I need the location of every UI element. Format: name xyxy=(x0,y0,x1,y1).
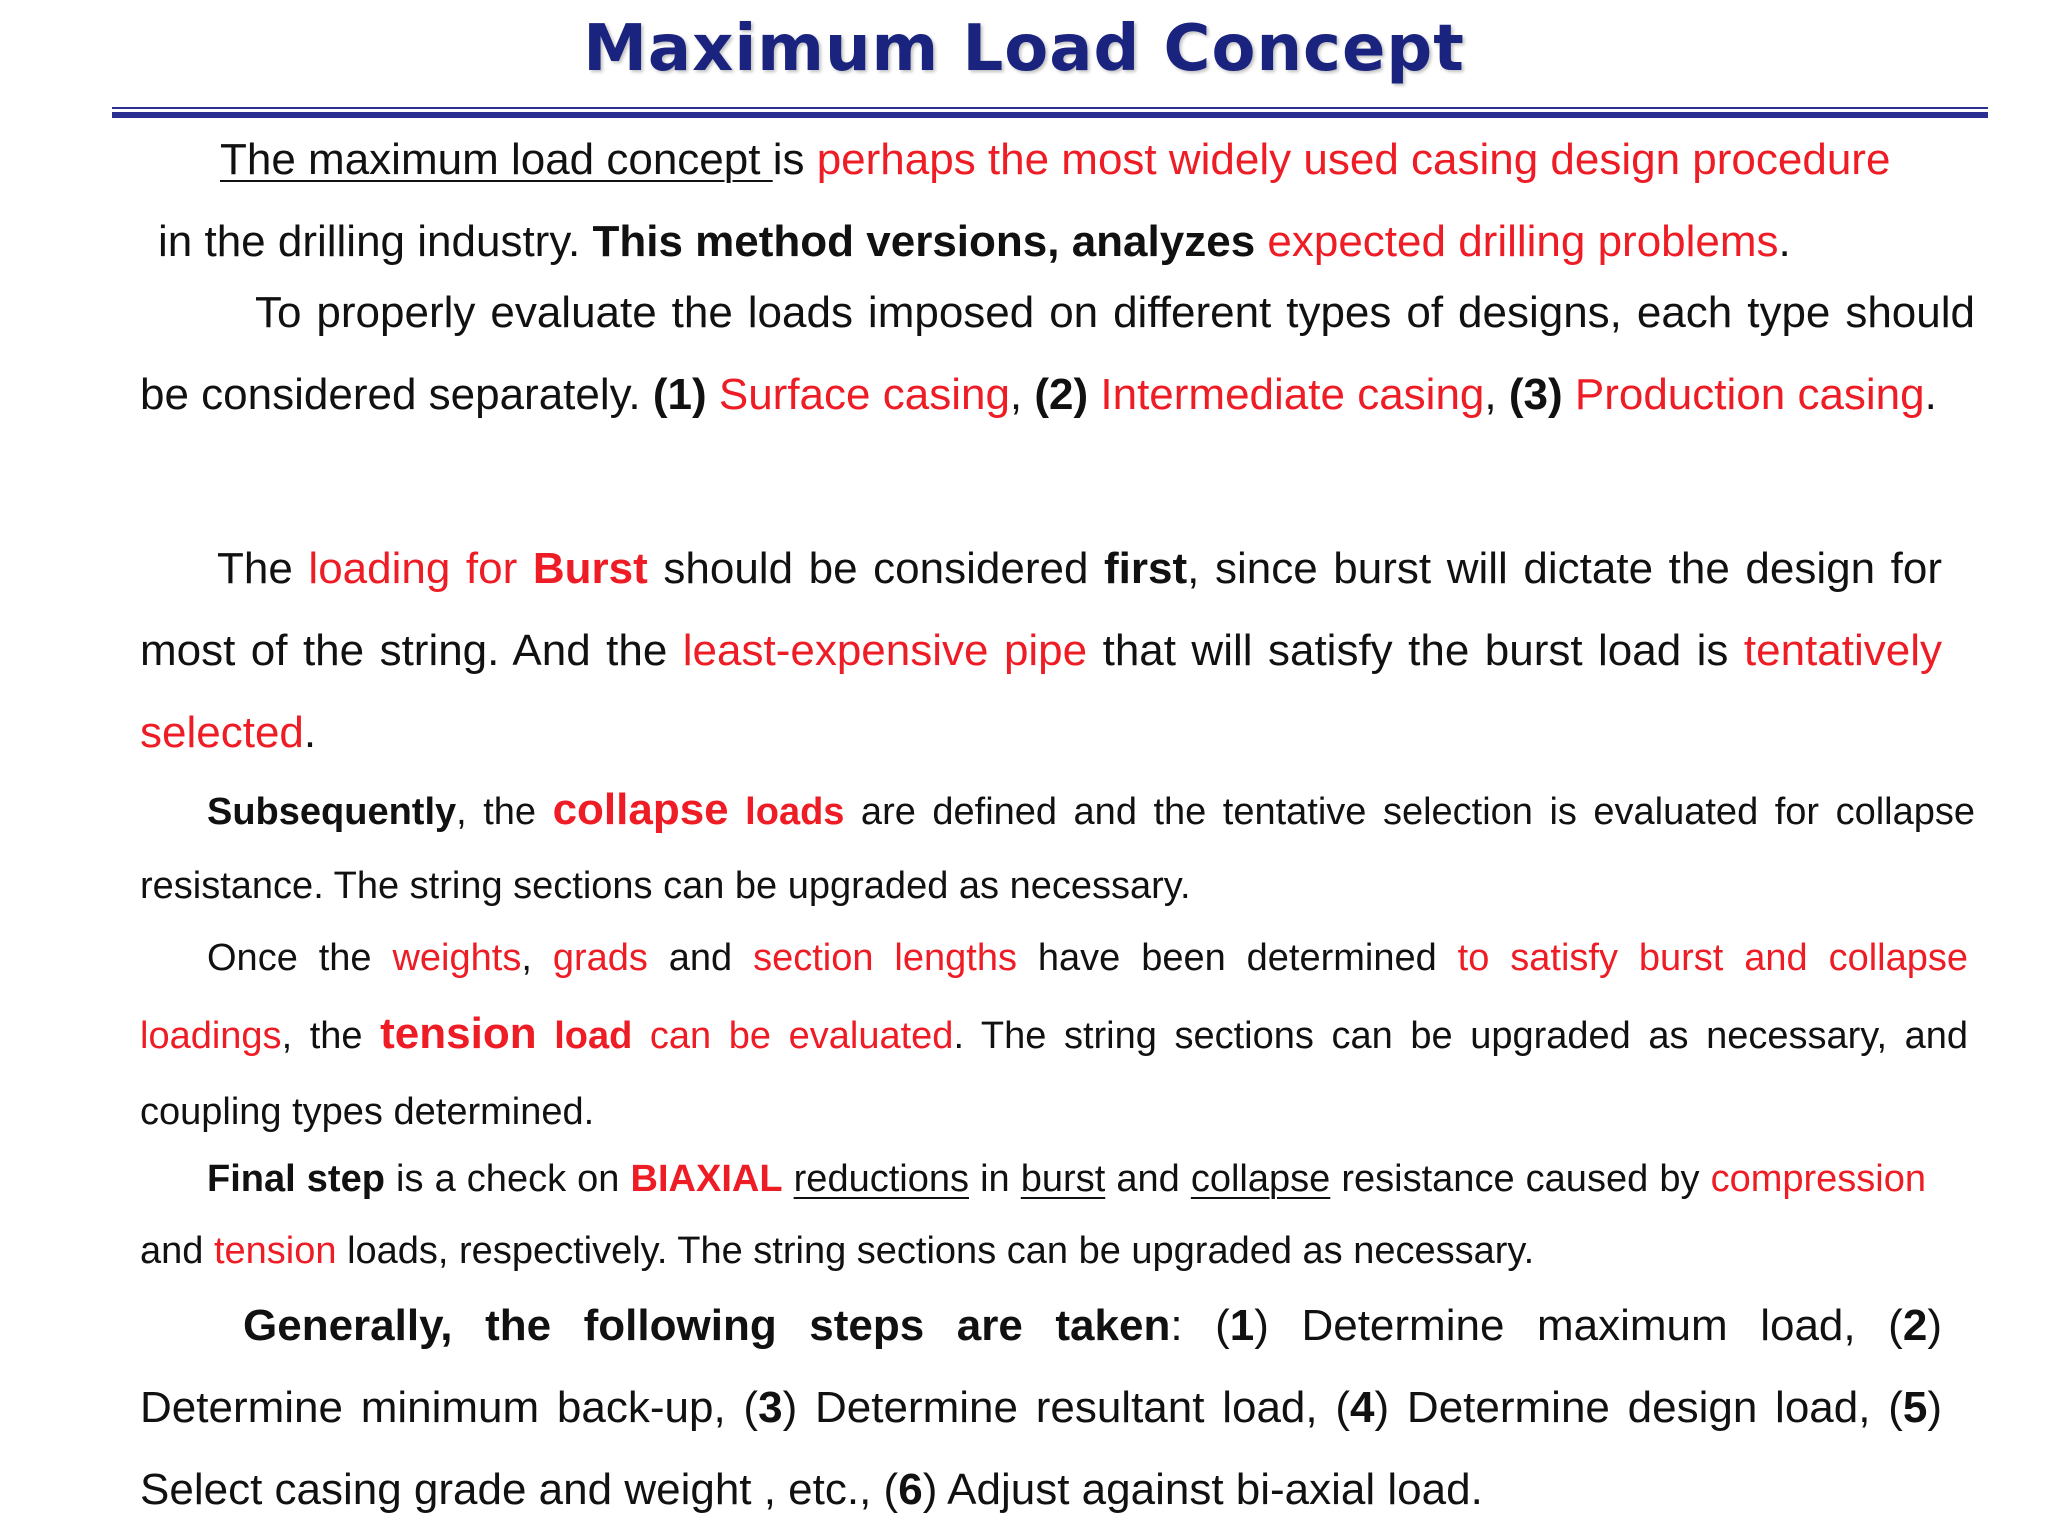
paragraph-biaxial: Final step is a check on BIAXIAL reductions in burst and collapse resistance caused by compression and tension loads, respectively. The string sections can be upgraded as necessary. xyxy=(140,1158,1926,1272)
title-rule-thin xyxy=(112,107,1988,109)
paragraph-intro: The maximum load concept is perhaps the most widely used casing design procedure in the drilling industry. This method versions, analyzes expected drilling problems. xyxy=(158,135,1891,266)
slide-title: Maximum Load Concept xyxy=(583,12,1465,86)
paragraph-steps: Generally, the following steps are taken: (1) Determine maximum load, (2) Determine minimum back-up, (3) Determine resultant load, (4) Determine design load, (5) Select casing grade and weight , etc., (6) Adjust against bi-axial load. xyxy=(140,1301,1943,1514)
paragraph-collapse: Subsequently, the collapse loads are defined and the tentative selection is evaluated for collapse resistance. The string sections can be upgraded as necessary. xyxy=(140,785,1975,907)
paragraph-burst: The loading for Burst should be considered first, since burst will dictate the design for most of the string. And the least-expensive pipe that will satisfy the burst load is tentatively selected. xyxy=(140,544,1943,757)
title-rule-thick xyxy=(112,112,1988,118)
intro-term: The maximum load concept xyxy=(220,135,773,184)
paragraph-casing-types: To properly evaluate the loads imposed on different types of designs, each type should be considered separately. (1) Surface casing, (2) Intermediate casing, (3) Production casing. xyxy=(140,288,1975,419)
paragraph-tension: Once the weights, grads and section lengths have been determined to satisfy burst and collapse loadings, the tension load can be evaluated. The string sections can be upgraded as necessary, and coupling types determined. xyxy=(140,937,1969,1133)
